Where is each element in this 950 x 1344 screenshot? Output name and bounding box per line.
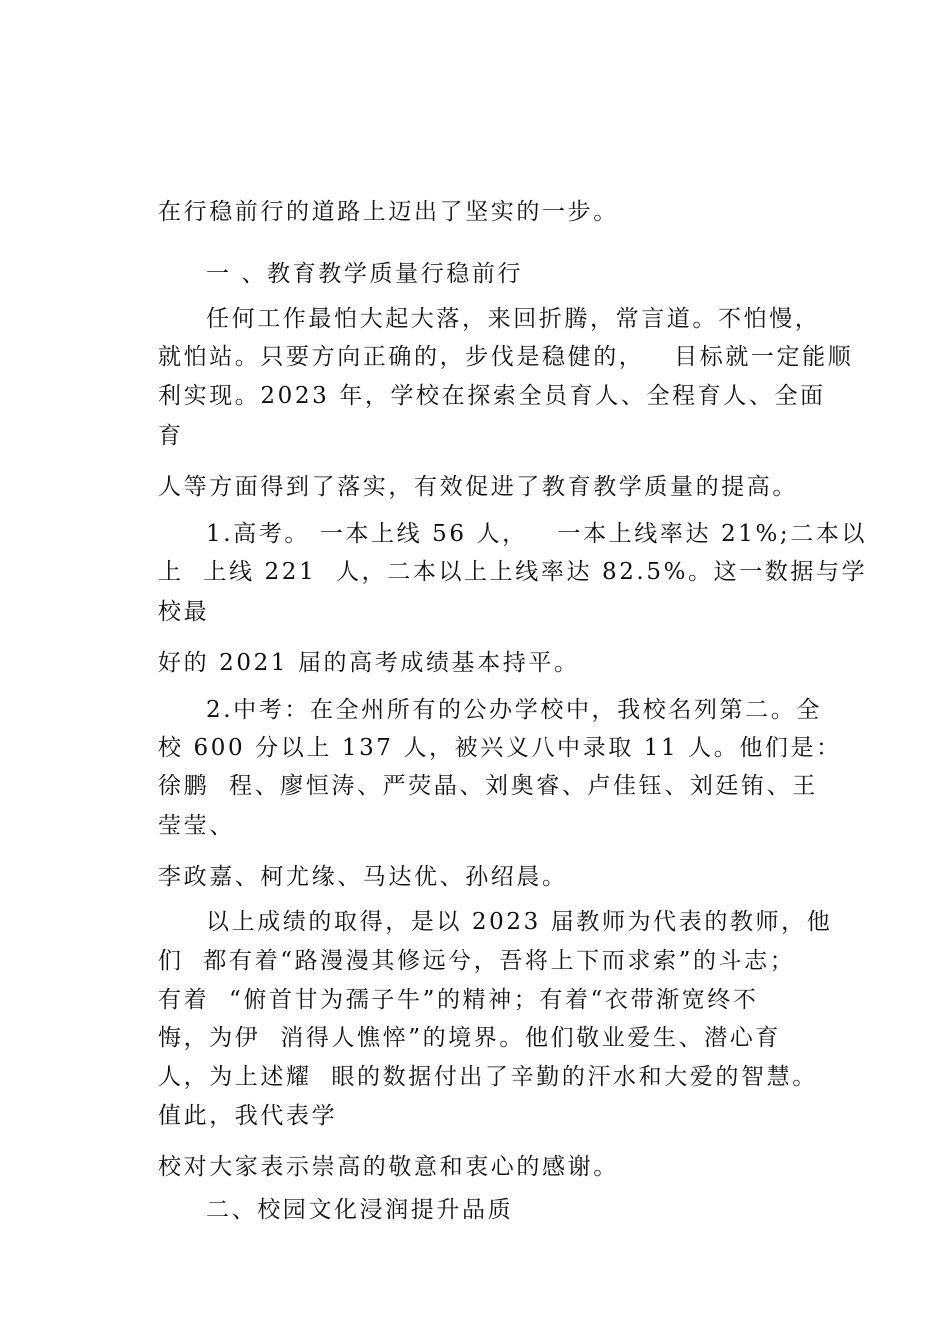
text-line: 李政嘉、柯尤缘、马达优、孙绍晨。 — [158, 864, 568, 890]
text-line: 好的 2021 届的高考成绩基本持平。 — [158, 650, 580, 676]
text-line: 莹莹、 — [158, 813, 235, 839]
text-line: 人等方面得到了落实，有效促进了教育教学质量的提高。 — [158, 474, 798, 500]
text-line: 有着 “俯首甘为孺子牛”的精神；有着“衣带渐宽终不 — [158, 987, 759, 1013]
text-line: 在行稳前行的道路上迈出了坚实的一步。 — [158, 199, 619, 225]
text-line: 校最 — [158, 599, 210, 625]
text-line: 徐鹏 程、廖恒涛、严荧晶、刘奥睿、卢佳钰、刘廷铕、王 — [158, 773, 818, 799]
text-line: 2.中考：在全州所有的公办学校中，我校名列第二。全 — [206, 697, 822, 723]
text-line: 们 都有着“路漫漫其修远兮，吾将上下而求索”的斗志； — [158, 948, 796, 974]
text-line: 人，为上述耀 眼的数据付出了辛勤的汗水和大爱的智慧。 — [158, 1064, 818, 1090]
text-line: 以上成绩的取得，是以 2023 届教师为代表的教师，他 — [206, 909, 833, 935]
text-line: 值此，我代表学 — [158, 1103, 338, 1129]
text-line: 1.高考。 一本上线 56 人， 一本上线率达 21%;二本以 — [206, 521, 868, 547]
text-line: 育 — [158, 423, 184, 449]
text-line: 上 上线 221 人，二本以上上线率达 82.5%。这一数据与学 — [158, 559, 868, 585]
text-line: 校对大家表示崇高的敬意和衷心的感谢。 — [158, 1154, 619, 1180]
section-heading: 二、校园文化浸润提升品质 — [206, 1197, 514, 1223]
text-line: 校 600 分以上 137 人，被兴义八中录取 11 人。他们是： — [158, 735, 842, 761]
text-line: 悔，为伊 消得人憔悴”的境界。他们敬业爱生、潜心育 — [158, 1025, 781, 1051]
section-heading: 一 、教育教学质量行稳前行 — [206, 261, 524, 287]
text-line: 就怕站。只要方向正确的，步伐是稳健的， 目标就一定能顺 — [158, 344, 854, 370]
text-line: 利实现。2023 年，学校在探索全员育人、全程育人、全面 — [158, 383, 826, 409]
text-line: 任何工作最怕大起大落，来回折腾，常言道。不怕慢， — [206, 306, 821, 332]
